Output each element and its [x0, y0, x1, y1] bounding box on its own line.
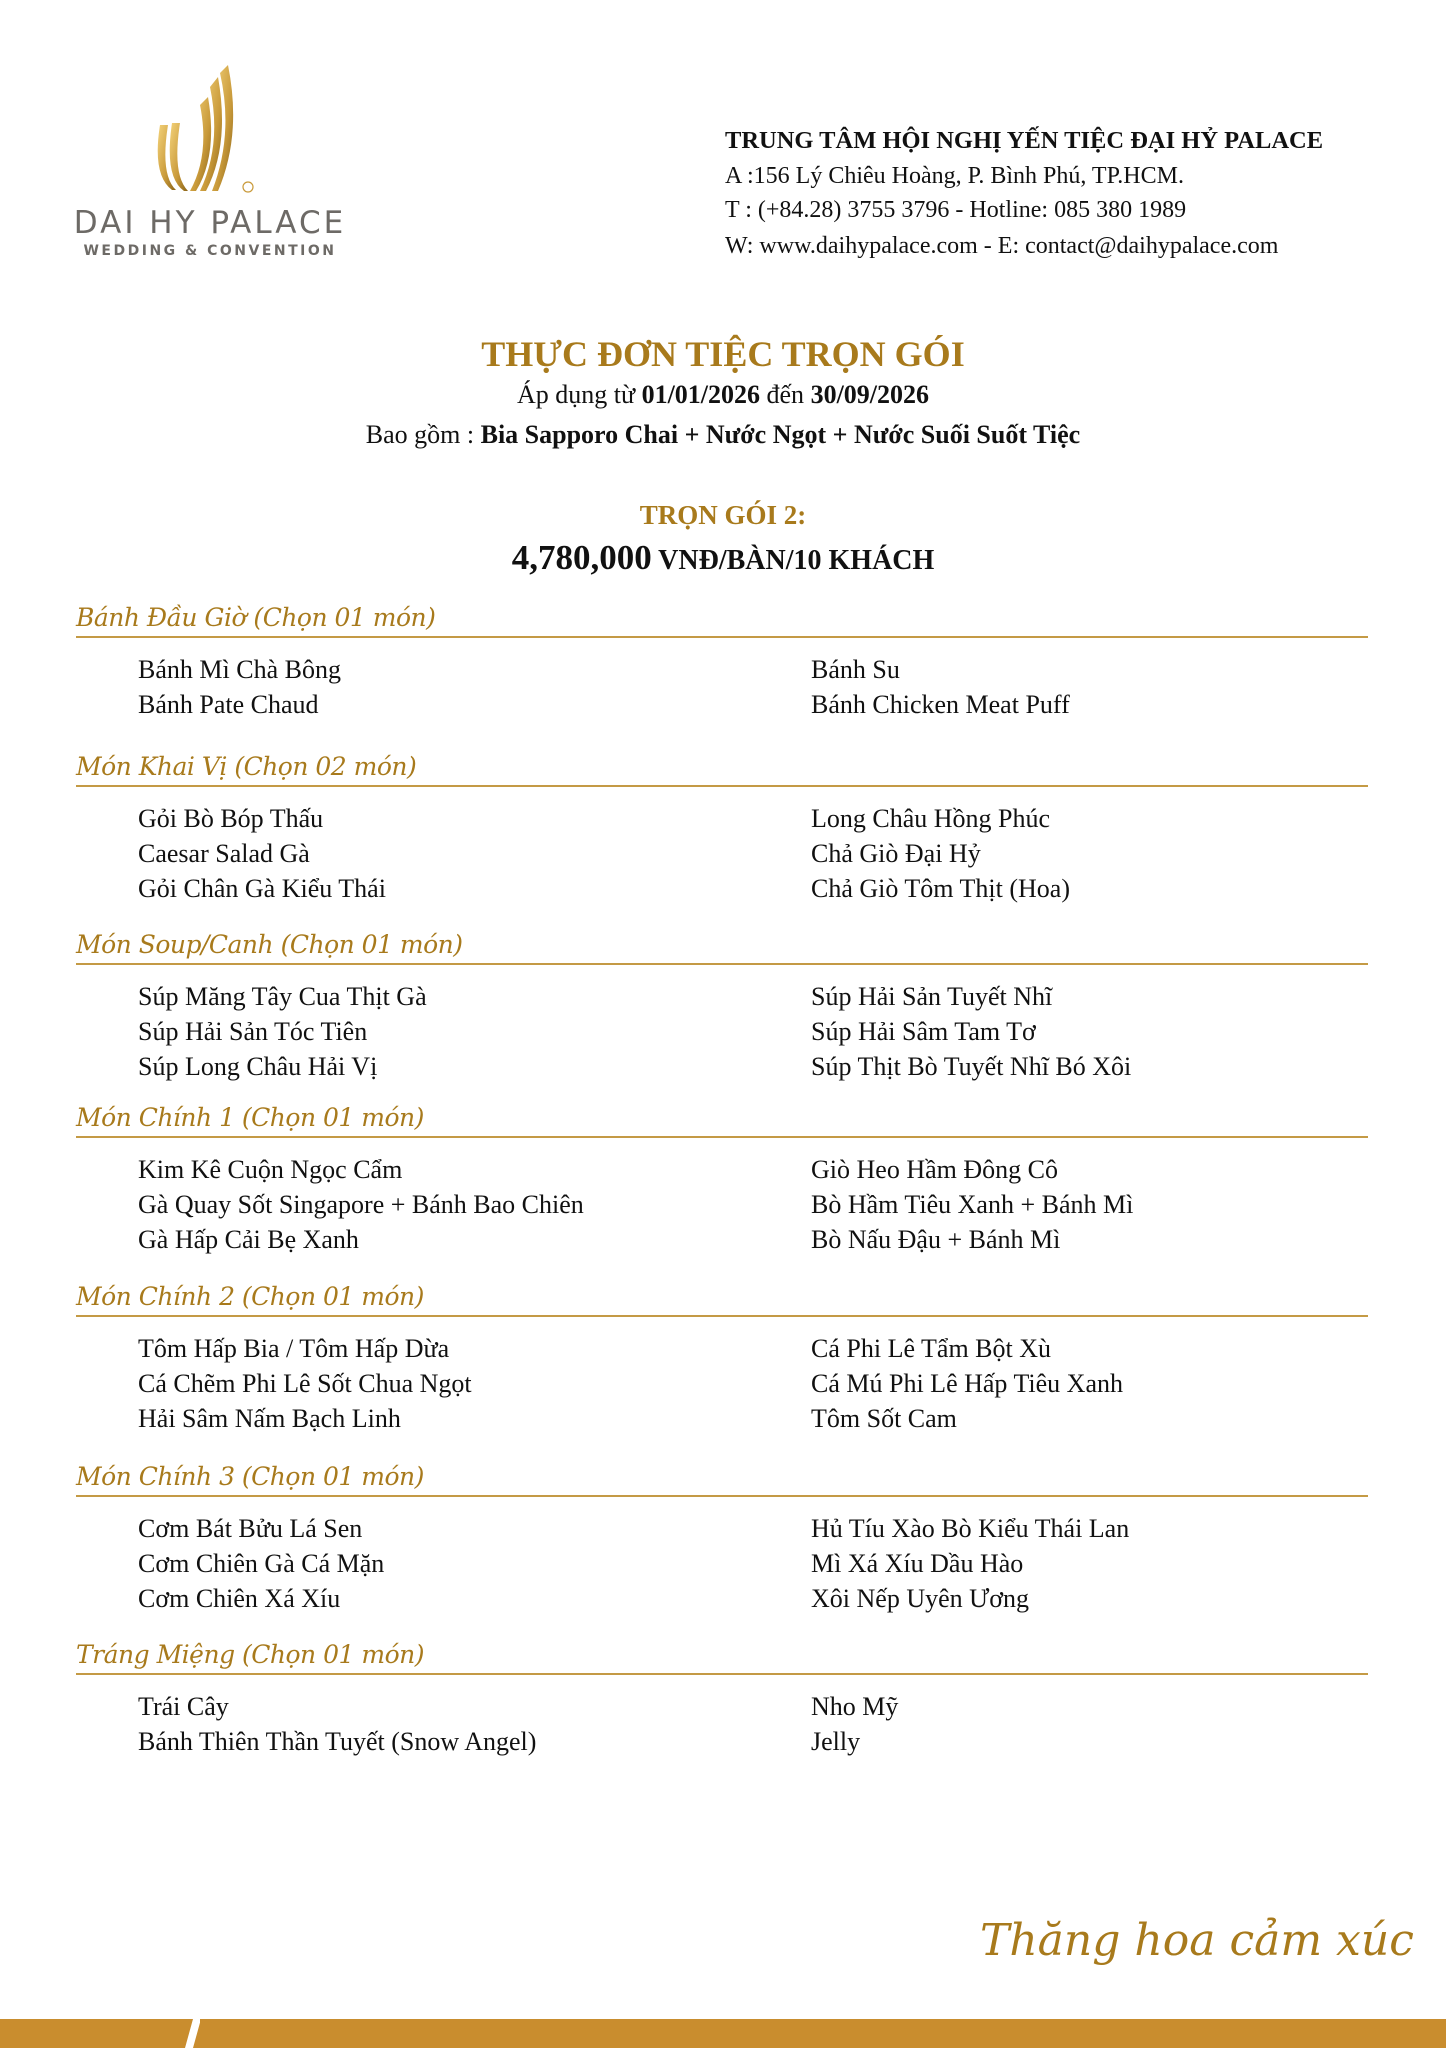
tagline: Thăng hoa cảm xúc — [980, 1915, 1414, 1966]
menu-item: Bò Nấu Đậu + Bánh Mì — [811, 1225, 1061, 1254]
section-header — [76, 1633, 1368, 1675]
price-value: 4,780,000 — [511, 538, 652, 577]
menu-section — [76, 1275, 1368, 1433]
validity-mid: đến — [760, 380, 811, 409]
logo-name: DAI HY PALACE — [73, 205, 347, 241]
menu-item: Bánh Pate Chaud — [138, 690, 319, 719]
section-title: Món Chính 2 (Chọn 01 món) — [76, 1282, 424, 1311]
menu-item: Caesar Salad Gà — [138, 839, 310, 868]
menu-item: Hải Sâm Nấm Bạch Linh — [138, 1404, 401, 1433]
section-title: Món Soup/Canh (Chọn 01 món) — [76, 930, 463, 959]
package-name: TRỌN GÓI 2: — [639, 500, 807, 530]
section-header — [76, 1455, 1368, 1497]
menu-item: Súp Hải Sản Tuyết Nhĩ — [811, 982, 1053, 1011]
price-unit: VNĐ/BÀN/10 KHÁCH — [651, 545, 935, 576]
section-title: Món Chính 3 (Chọn 01 món) — [76, 1462, 424, 1491]
menu-item: Gà Quay Sốt Singapore + Bánh Bao Chiên — [138, 1190, 584, 1219]
menu-item: Súp Măng Tây Cua Thịt Gà — [138, 982, 427, 1011]
section-header — [76, 1275, 1368, 1317]
menu-item: Bánh Su — [811, 655, 900, 684]
menu-item: Chả Giò Đại Hỷ — [811, 839, 981, 868]
menu-item: Bánh Chicken Meat Puff — [811, 690, 1070, 719]
menu-item: Tôm Hấp Bia / Tôm Hấp Dừa — [138, 1334, 450, 1363]
menu-item: Long Châu Hồng Phúc — [811, 804, 1051, 833]
menu-item: Cá Phi Lê Tẩm Bột Xù — [811, 1334, 1052, 1363]
menu-item: Cơm Bát Bửu Lá Sen — [138, 1514, 363, 1543]
section-header — [76, 923, 1368, 965]
includes-value: Bia Sapporo Chai + Nước Ngọt + Nước Suối Suốt Tiệc — [480, 420, 1081, 449]
package-price — [0, 538, 1446, 578]
validity-prefix: Áp dụng từ — [516, 380, 642, 409]
validity-period — [0, 380, 1446, 410]
menu-item: Jelly — [811, 1727, 861, 1756]
menu-item: Trái Cây — [138, 1692, 229, 1721]
logo-tagline: WEDDING & CONVENTION — [83, 243, 337, 259]
menu-item: Xôi Nếp Uyên Ương — [811, 1584, 1030, 1613]
menu-item: Súp Thịt Bò Tuyết Nhĩ Bó Xôi — [811, 1052, 1132, 1081]
section-header — [76, 596, 1368, 638]
venue-web: W: www.daihypalace.com - E: contact@daihypalace.com — [725, 233, 1279, 259]
section-title: Món Khai Vị (Chọn 02 món) — [76, 752, 417, 781]
menu-item: Tôm Sốt Cam — [811, 1404, 957, 1433]
section-header — [76, 1096, 1368, 1138]
menu-item: Cơm Chiên Gà Cá Mặn — [138, 1549, 385, 1578]
menu-item: Bánh Thiên Thần Tuyết (Snow Angel) — [138, 1727, 537, 1756]
menu-item: Súp Hải Sản Tóc Tiên — [138, 1017, 368, 1046]
section-title: Món Chính 1 (Chọn 01 món) — [76, 1103, 424, 1132]
menu-item: Giò Heo Hầm Đông Cô — [811, 1155, 1058, 1184]
section-title: Bánh Đầu Giờ (Chọn 01 món) — [76, 603, 436, 632]
menu-item: Chả Giò Tôm Thịt (Hoa) — [811, 874, 1071, 903]
menu-item: Hủ Tíu Xào Bò Kiểu Thái Lan — [811, 1514, 1130, 1543]
menu-section — [76, 1455, 1368, 1613]
footer-bar — [0, 2019, 1446, 2048]
menu-item: Súp Hải Sâm Tam Tơ — [811, 1017, 1036, 1046]
menu-item: Gỏi Chân Gà Kiểu Thái — [138, 874, 386, 903]
menu-item: Cá Mú Phi Lê Hấp Tiêu Xanh — [811, 1369, 1123, 1398]
section-title: Tráng Miệng (Chọn 01 món) — [76, 1640, 424, 1669]
includes-prefix: Bao gồm : — [365, 420, 481, 449]
section-header — [76, 745, 1368, 787]
menu-section — [76, 1096, 1368, 1254]
menu-item: Bò Hầm Tiêu Xanh + Bánh Mì — [811, 1190, 1134, 1219]
includes-line — [0, 420, 1446, 450]
menu-section — [76, 596, 1368, 719]
menu-item: Gỏi Bò Bóp Thấu — [138, 804, 324, 833]
menu-item: Kim Kê Cuộn Ngọc Cẩm — [138, 1155, 403, 1184]
menu-section — [76, 745, 1368, 903]
menu-item: Nho Mỹ — [811, 1692, 899, 1721]
venue-phone: T : (+84.28) 3755 3796 - Hotline: 085 380 1989 — [725, 197, 1187, 223]
menu-title: THỰC ĐƠN TIỆC TRỌN GÓI — [481, 334, 965, 374]
menu-item: Súp Long Châu Hải Vị — [138, 1052, 378, 1081]
menu-item: Bánh Mì Chà Bông — [138, 655, 341, 684]
date-from: 01/01/2026 — [641, 380, 761, 409]
menu-section — [76, 923, 1368, 1081]
footer-slash-icon — [0, 2019, 200, 2048]
date-to: 30/09/2026 — [810, 380, 930, 409]
menu-item: Mì Xá Xíu Dầu Hào — [811, 1549, 1024, 1578]
menu-item: Gà Hấp Cải Bẹ Xanh — [138, 1225, 359, 1254]
menu-item: Cá Chẽm Phi Lê Sốt Chua Ngọt — [138, 1369, 472, 1398]
venue-address: A :156 Lý Chiêu Hoàng, P. Bình Phú, TP.HCM. — [725, 163, 1184, 189]
menu-section — [76, 1633, 1368, 1756]
venue-name: TRUNG TÂM HỘI NGHỊ YẾN TIỆC ĐẠI HỶ PALACE — [725, 127, 1324, 154]
menu-item: Cơm Chiên Xá Xíu — [138, 1584, 341, 1613]
